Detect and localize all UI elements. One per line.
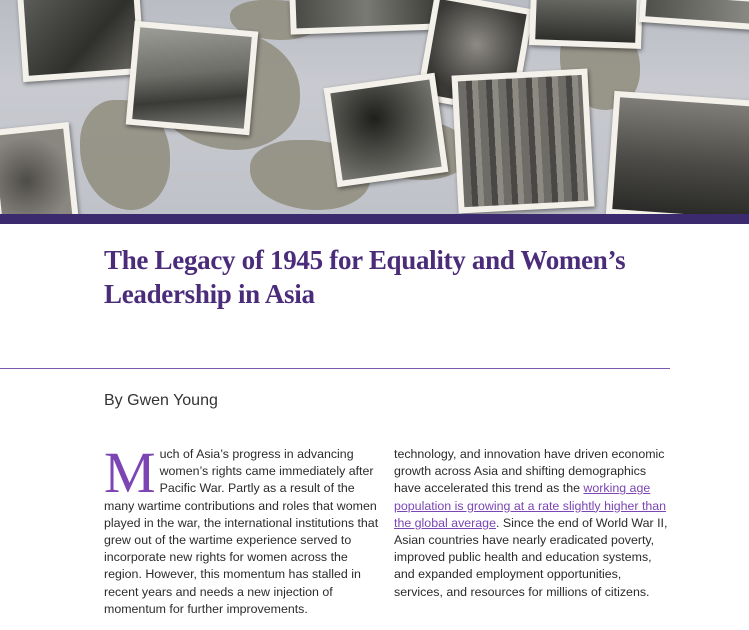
explosion-photo xyxy=(324,73,449,188)
top-right-photo xyxy=(639,0,749,30)
soldiers-photo xyxy=(17,0,145,82)
intro-paragraph xyxy=(104,440,382,618)
surrender-signing-photo xyxy=(606,91,749,214)
body-column-left xyxy=(104,440,382,630)
ships-photo xyxy=(529,0,643,49)
hero-collage-image xyxy=(0,0,749,214)
body-column-right xyxy=(394,446,672,613)
prisoners-photo xyxy=(451,69,594,214)
intro-text: uch of Asia’s progress in advancing women’s rights came immediately after Pacific War. Partly as a result of the many wartime contributions and roles that women played in the war, the international institutions that grew out of the wartime experience served to incorporate new rights for women across the region. However, this momentum has stalled in recent years and needs a new injection of momentum for further improvements. xyxy=(104,447,379,616)
article-title: The Legacy of 1945 for Equality and Women’s Leadership in Asia xyxy=(104,245,626,309)
drop-cap: M xyxy=(104,440,156,505)
working-age-population-link[interactable]: working age population is growing at a rate slightly higher than the global average xyxy=(394,481,667,530)
header-band xyxy=(0,214,749,224)
pilot-photo xyxy=(0,122,79,214)
article-byline: By Gwen Young xyxy=(104,392,218,409)
growth-text-before-link: technology, and innovation have driven economic growth across Asia and shifting demographics have accelerated this trend as the xyxy=(394,447,665,496)
growth-paragraph xyxy=(394,446,672,601)
title-divider xyxy=(0,368,670,369)
warship-photo xyxy=(126,21,259,135)
documents-photo xyxy=(289,0,442,35)
growth-text-after-link: . Since the end of World War II, Asian countries have nearly eradicated poverty, improved public health and education systems, and expanded employment opportunities, services, and resources for millions of citizens. xyxy=(394,515,668,599)
